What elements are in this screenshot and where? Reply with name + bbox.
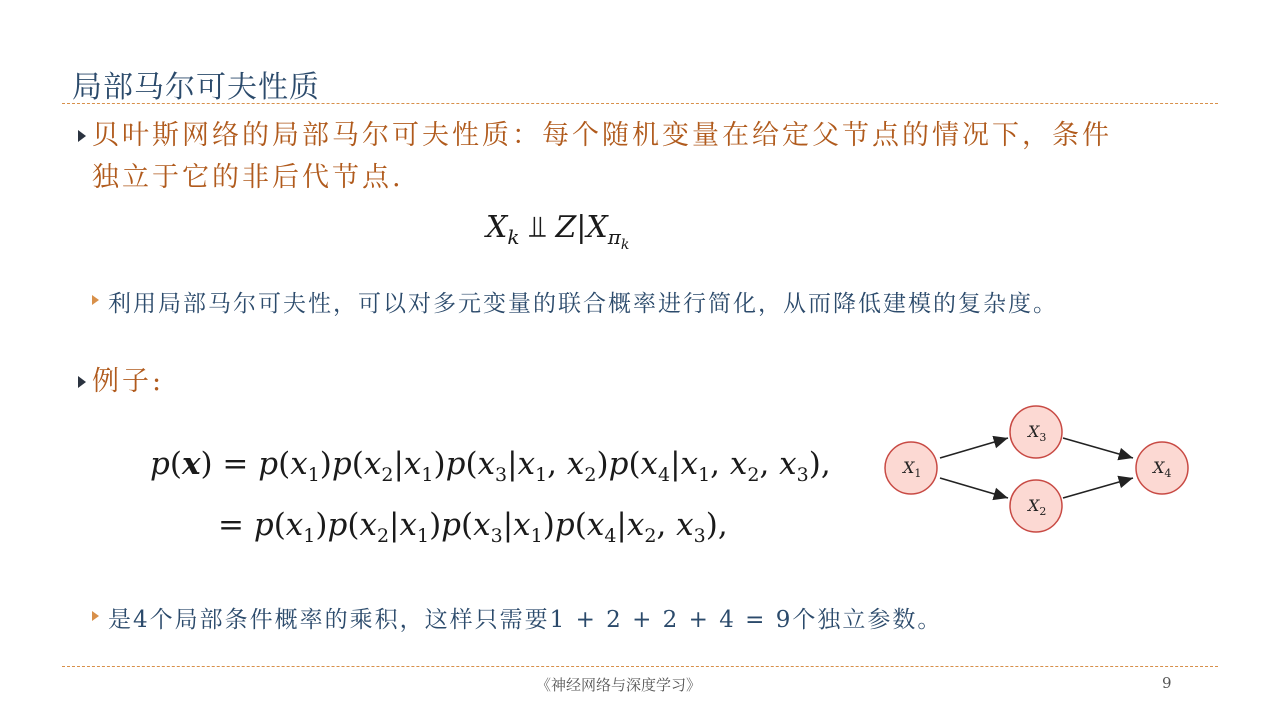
factorization-line-1: $p(x) = p(x_1)p(x_2|x_1)p(x_3|x_1$, $x_2)p(x_4|x_1$, $x_2$, $x_3$), bbox=[150, 446, 831, 487]
svg-text:X4: $X_4$ bbox=[1153, 458, 1172, 480]
bayesian-network-graph bbox=[870, 395, 1200, 545]
slide-title: 局部马尔可夫性质 bbox=[72, 70, 320, 105]
footer-book-title: 《神经网络与深度学习》 bbox=[536, 676, 702, 694]
example-label: 例子: bbox=[92, 366, 165, 397]
bullet-arrow-icon bbox=[78, 130, 86, 142]
sub-bullet-arrow-icon bbox=[92, 295, 99, 305]
edge-x3-x4 bbox=[1063, 438, 1133, 458]
edge-x1-x3 bbox=[940, 438, 1008, 458]
edge-x2-x4 bbox=[1063, 478, 1133, 498]
node-x3 bbox=[1010, 406, 1062, 458]
node-x1 bbox=[885, 442, 937, 494]
title-divider bbox=[62, 103, 1218, 104]
svg-text:X3: $X_3$ bbox=[1028, 422, 1047, 444]
bullet-arrow-icon bbox=[78, 376, 86, 388]
edge-x1-x2 bbox=[940, 478, 1008, 498]
node-x2 bbox=[1010, 480, 1062, 532]
definition-line-2: 独立于它的非后代节点. bbox=[92, 162, 404, 193]
node-x4 bbox=[1136, 442, 1188, 494]
factorization-line-2: = $p(x_1)p(x_2|x_1)p(x_3|x_1)p(x_4|x_2$, $x_3$), bbox=[218, 507, 728, 548]
sub-point-2: 是4个局部条件概率的乘积，这样只需要1 + 2 + 2 + 4 = 9个独立参数。 bbox=[108, 607, 943, 633]
svg-text:X2: $X_2$ bbox=[1028, 496, 1047, 518]
definition-line-1: 贝叶斯网络的局部马尔可夫性质：每个随机变量在给定父节点的情况下，条件 bbox=[92, 120, 1112, 151]
sub-point-1: 利用局部马尔可夫性，可以对多元变量的联合概率进行简化，从而降低建模的复杂度。 bbox=[108, 291, 1058, 317]
independence-formula: $X_k$ ⫫ $Z|X_{\pi_k}$ bbox=[486, 210, 630, 253]
footer-divider bbox=[62, 666, 1218, 667]
sub-bullet-arrow-icon bbox=[92, 611, 99, 621]
page-number: 9 bbox=[1162, 674, 1172, 692]
svg-text:X1: $X_1$ bbox=[903, 458, 922, 480]
